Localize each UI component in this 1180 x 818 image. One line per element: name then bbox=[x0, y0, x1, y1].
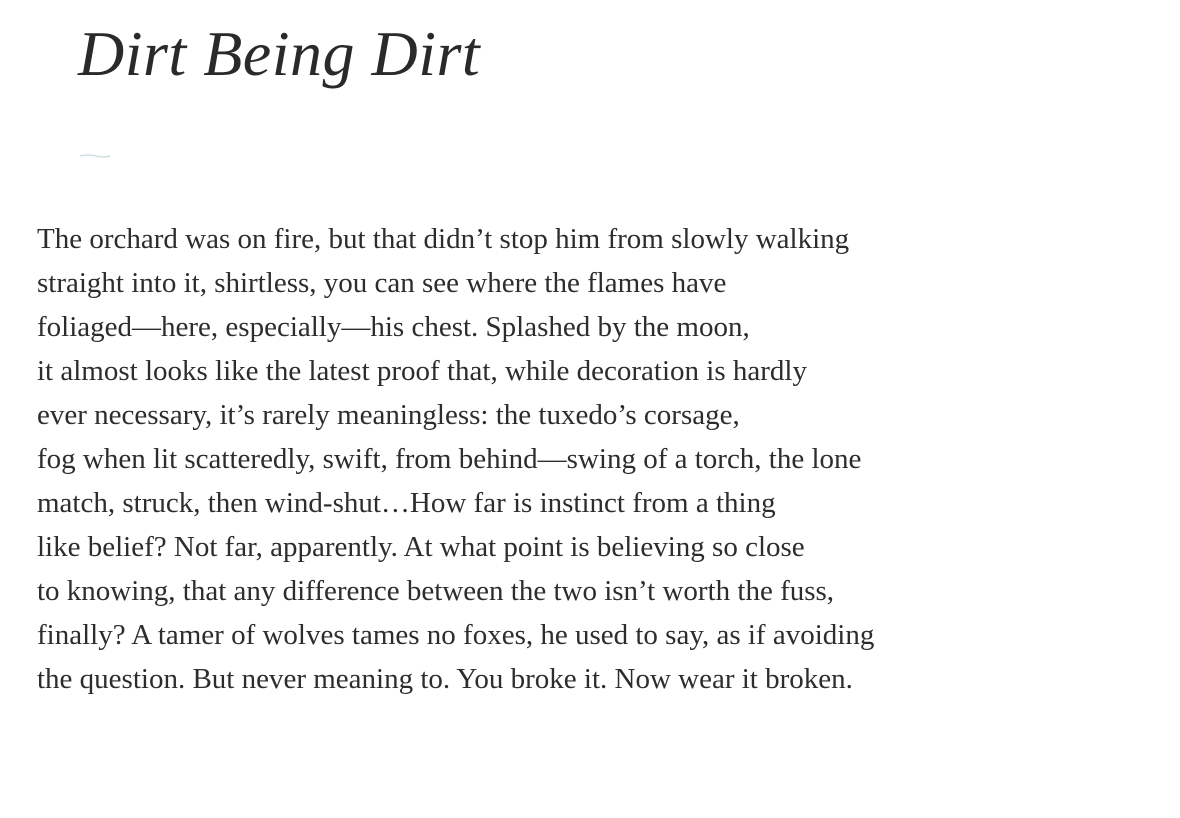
poem-line: The orchard was on fire, but that didn’t stop him from slowly walking bbox=[37, 223, 850, 255]
poem-line: match, struck, then wind-shut…How far is instinct from a thing bbox=[37, 487, 776, 519]
poem-line: foliaged—here, especially—his chest. Splashed by the moon, bbox=[37, 311, 750, 343]
poem-line: it almost looks like the latest proof that, while decoration is hardly bbox=[37, 355, 807, 387]
poem-title: Dirt Being Dirt bbox=[78, 18, 481, 89]
poem-line: finally? A tamer of wolves tames no foxes, he used to say, as if avoiding bbox=[37, 619, 875, 651]
decorative-swash bbox=[80, 154, 110, 158]
poem-body bbox=[37, 217, 1037, 701]
poem-line: to knowing, that any difference between the two isn’t worth the fuss, bbox=[37, 575, 835, 607]
poem-line: fog when lit scatteredly, swift, from behind—swing of a torch, the lone bbox=[37, 443, 862, 475]
poem-line: ever necessary, it’s rarely meaningless: the tuxedo’s corsage, bbox=[37, 399, 740, 431]
poem-line: straight into it, shirtless, you can see where the flames have bbox=[37, 267, 727, 299]
poem-line: the question. But never meaning to. You broke it. Now wear it broken. bbox=[37, 663, 853, 695]
poem-line: like belief? Not far, apparently. At what point is believing so close bbox=[37, 531, 805, 563]
